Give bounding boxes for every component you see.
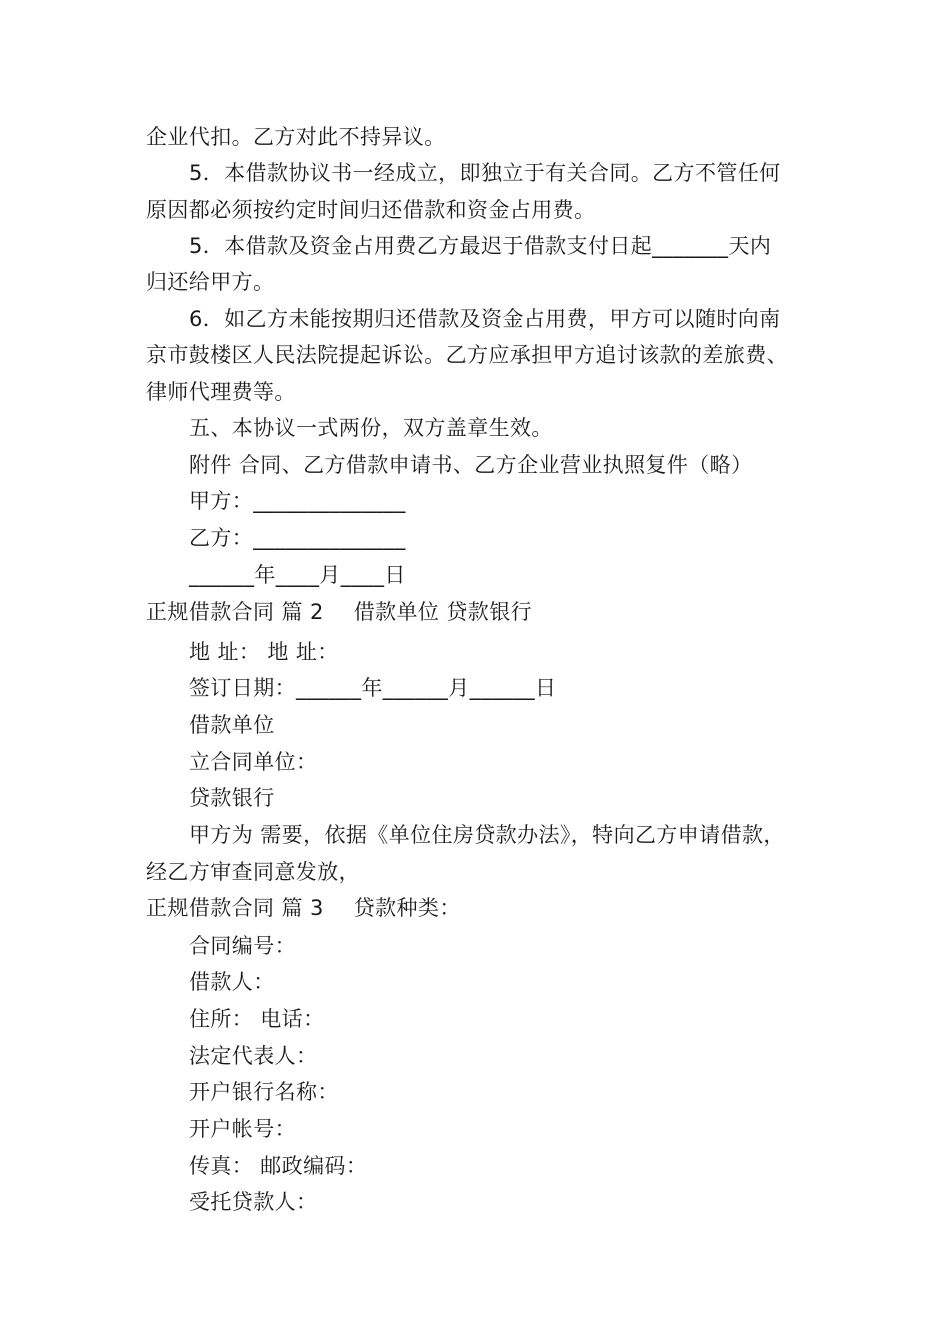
section-title: 正规借款合同 篇 2 [146, 600, 324, 624]
clause-5b-line-1: 5．本借款及资金占用费乙方最迟于借款支付日起_______天内 [189, 234, 772, 258]
legal-representative: 法定代表人： [189, 1044, 318, 1068]
clause-5b-line-2: 归还给甲方。 [146, 270, 275, 294]
clause-5-line-1: 5．本借款协议书一经成立，即独立于有关合同。乙方不管任何 [189, 161, 781, 185]
section-heading-2 [146, 597, 846, 627]
lending-bank: 贷款银行 [189, 786, 275, 810]
party-b-signature: 乙方：______________ [189, 526, 406, 550]
party-a-signature: 甲方：______________ [189, 489, 406, 513]
section-heading-3 [146, 893, 846, 923]
clause-6-line-3: 律师代理费等。 [146, 380, 296, 404]
borrower-unit: 借款单位 [189, 713, 275, 737]
application-line-1: 甲方为 需要，依据《单位住房贷款办法》，特向乙方申请借款， [189, 823, 785, 847]
clause-6-line-2: 京市鼓楼区人民法院提起诉讼。乙方应承担甲方追讨该款的差旅费、 [146, 343, 788, 367]
date-line: ______年____月____日 [189, 563, 406, 587]
section-title: 正规借款合同 篇 3 [146, 896, 324, 920]
clause-5-line-2: 原因都必须按约定时间归还借款和资金占用费。 [146, 198, 596, 222]
application-line-2: 经乙方审查同意发放， [146, 860, 360, 884]
address-line: 地 址： 地 址： [189, 640, 339, 664]
bank-name: 开户银行名称： [189, 1080, 339, 1104]
text-line: 企业代扣。乙方对此不持异议。 [146, 125, 446, 149]
borrower: 借款人： [189, 970, 275, 994]
residence-phone: 住所： 电话： [189, 1007, 325, 1031]
section-subtitle: 借款单位 贷款银行 [353, 600, 532, 624]
contract-number: 合同编号： [189, 934, 296, 958]
sign-date-line: 签订日期：______年______月______日 [189, 676, 557, 700]
clause-6-line-1: 6．如乙方未能按期归还借款及资金占用费，甲方可以随时向南 [189, 307, 781, 331]
trustee-lender: 受托贷款人： [189, 1190, 318, 1214]
fax-postcode: 传真： 邮政编码： [189, 1154, 368, 1178]
contract-unit: 立合同单位： [189, 750, 318, 774]
account-number: 开户帐号： [189, 1117, 296, 1141]
section-subtitle: 贷款种类： [353, 896, 461, 920]
attachment-line: 附件 合同、乙方借款申请书、乙方企业营业执照复件（略） [189, 453, 753, 477]
clause-five: 五、本协议一式两份，双方盖章生效。 [189, 416, 553, 440]
